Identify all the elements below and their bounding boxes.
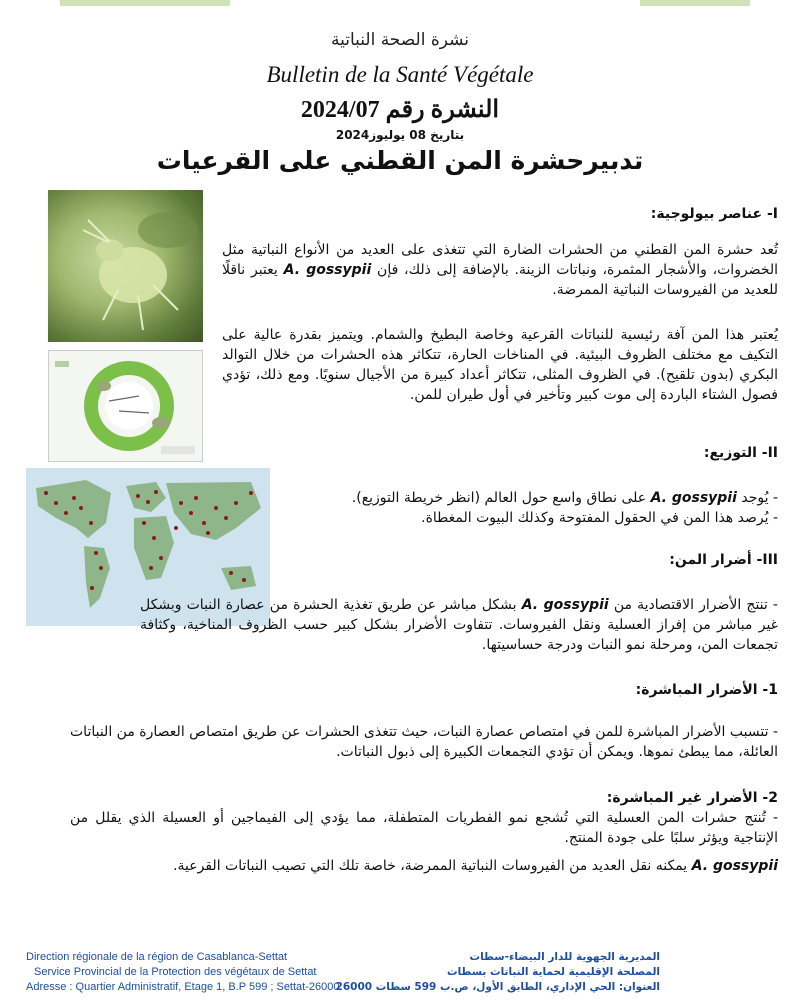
s5-species: A. gossypii: [691, 858, 778, 874]
french-title: Bulletin de la Santé Végétale: [266, 62, 534, 87]
section-1-paragraph-1: [222, 240, 778, 300]
aphid-illustration: [48, 190, 203, 342]
section-1-paragraph-2: يُعتبر هذا المن آفة رئيسية للنباتات القرعية وخاصة البطيخ والشمام. ويتميز بقدرة عالية على التكيف مع مختلف الظروف البيئية. في المناخات الحارة، تتكاثر هذه الحشرات من خلال التوالد البكري (بدون تلقيح). في الظروف المثلى، تتكاثر أعداد كبيرة من الأجيال سنويًا. ومع ذلك، تؤدي فصول الشتاء الباردة إلى موت كبير وتأخير في أول طيران للمن.: [222, 327, 778, 403]
s5-text-b: يمكنه نقل العديد من الفيروسات النباتية الممرضة، خاصة تلك التي تصيب النباتات القرعية.: [173, 858, 688, 874]
aphid-photo: [48, 190, 203, 342]
indirect-damage-heading: 2- الأضرار غير المباشرة:: [606, 790, 778, 806]
s2-b1-species: A. gossypii: [650, 490, 737, 506]
s3-text-a: - تنتج الأضرار الاقتصادية من: [613, 597, 778, 613]
section-2-bullet-2: - يُرصد هذا المن في الحقول المفتوحة وكذلك البيوت المغطاة.: [421, 510, 778, 526]
direct-damage-paragraph: - تتسبب الأضرار المباشرة للمن في امتصاص عصارة النبات، حيث تتغذى الحشرات عن طريق امتصاص العصارة من النباتات العائلة، مما يبطئ نموها. ويمكن أن تؤدي التجمعات الكبيرة إلى ذبول النباتات.: [70, 724, 778, 760]
section-1-heading: I- عناصر بيولوجية:: [650, 206, 778, 222]
arabic-header: نشرة الصحة النباتية: [330, 30, 470, 50]
top-band-left: [60, 0, 230, 6]
main-title: تدبيرحشرة المن القطني على القرعيات: [156, 146, 644, 175]
section-3-paragraph: [140, 595, 778, 655]
indirect-damage-paragraph-2: [70, 856, 778, 876]
footer-ar-line-2: المصلحة الإقليمية لحماية النباتات بسطات: [447, 966, 660, 978]
section-2-heading: II- التوزيع:: [703, 445, 778, 461]
section-2-bullet-1: [285, 488, 778, 508]
top-band-right: [640, 0, 750, 6]
footer-ar-line-1: المديرية الجهوية للدار البيضاء-سطات: [469, 951, 660, 963]
footer-fr-line-2: Service Provincial de la Protection des végétaux de Settat: [34, 966, 317, 978]
s1-p1-species: A. gossypii: [283, 262, 372, 278]
footer-fr-line-3: Adresse : Quartier Administratif, Etage 1, B.P 599 ; Settat-26000: [26, 981, 340, 993]
s2-b1-text-a: - يُوجد: [741, 490, 778, 506]
life-cycle-illustration: [49, 351, 202, 461]
direct-damage-heading: 1- الأضرار المباشرة:: [635, 682, 778, 698]
indirect-damage-paragraph-1: - تُنتج حشرات المن العسلية التي تُشجع نمو الفطريات المتطفلة، مما يؤدي إلى الفيماجين أو العسيلة الذي يقلل من الإنتاجية ويؤثر سلبًا على جودة المنتج.: [70, 810, 778, 846]
s1-p1-text-b: يعتبر ناقلًا للعديد من الفيروسات النباتية الممرضة.: [222, 262, 778, 298]
s1-p1-text-a: تُعد حشرة المن القطني من الحشرات الضارة التي تتغذى على العديد من الأنواع النباتية مثل الخضروات، والأشجار المثمرة، ونباتات الزينة. بالإضافة إلى ذلك، فإن: [222, 242, 779, 278]
footer-fr-line-1: Direction régionale de la région de Casablanca-Settat: [26, 951, 288, 963]
section-3-heading: III- أضرار المن:: [669, 552, 778, 568]
s3-text-b: بشكل مباشر عن طريق تغذية الحشرة من عصارة النبات وبشكل غير مباشر من إفراز العسلية ونقل الفيروسات. تتفاوت الأضرار بشكل كبير حسب الظروف المناخية، وكثافة تجمعات المن، ومرحلة نمو النبات ودرجة حساسيتها.: [140, 597, 778, 653]
bulletin-number: النشرة رقم 2024/07: [300, 97, 500, 123]
footer-ar-line-3: العنوان: الحي الإداري، الطابق الأول، ص.ب 599 سطات 26000: [335, 981, 660, 993]
bulletin-date: بتاريخ 08 يوليوز2024: [335, 128, 465, 142]
life-cycle-diagram: [48, 350, 203, 462]
s3-species: A. gossypii: [521, 597, 609, 613]
s2-b1-text-b: على نطاق واسع حول العالم (انظر خريطة التوزيع).: [351, 490, 647, 506]
